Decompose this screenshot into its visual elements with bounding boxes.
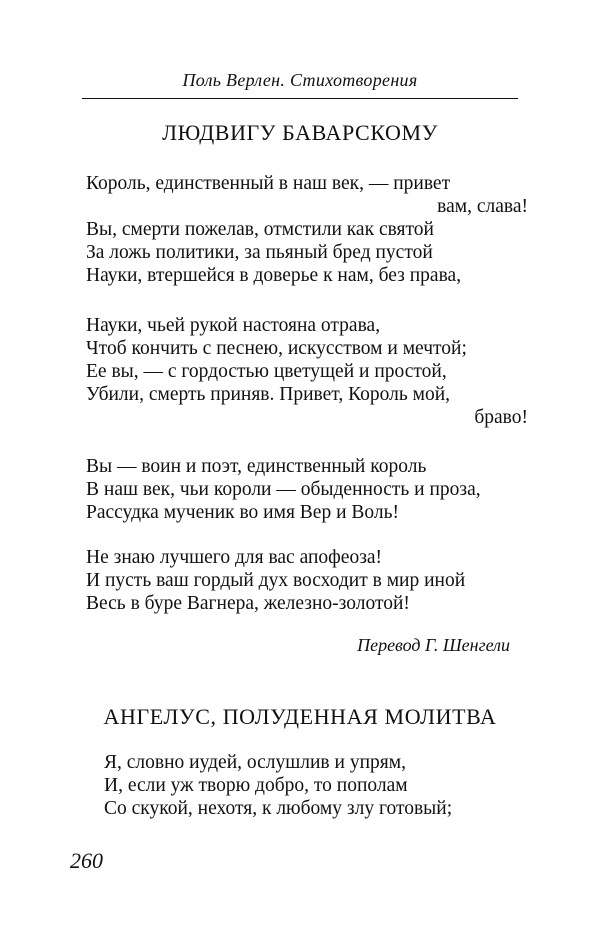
running-header: Поль Верлен. Стихотворения: [182, 70, 418, 90]
poem-title: ЛЮДВИГУ БАВАРСКОМУ: [162, 120, 438, 145]
poem-line: браво!: [474, 407, 528, 428]
page-number: 260: [70, 848, 103, 873]
poem-line: вам, слава!: [437, 196, 528, 217]
poem-line: И, если уж творю добро, то пополам: [104, 775, 408, 796]
poem-line: Король, единственный в наш век, — привет: [86, 173, 451, 194]
poem-line: Я, словно иудей, ослушлив и упрям,: [104, 752, 406, 773]
poem-line: В наш век, чьи короли — обыденность и проза,: [86, 479, 481, 500]
poem-line: И пусть ваш гордый дух восходит в мир иной: [86, 570, 466, 591]
poem-line: За ложь политики, за пьяный бред пустой: [86, 242, 433, 263]
poem-title: АНГЕЛУС, ПОЛУДЕННАЯ МОЛИТВА: [103, 704, 497, 729]
poem-line: Науки, чьей рукой настояна отрава,: [86, 315, 381, 336]
translator-credit: Перевод Г. Шенгели: [357, 635, 510, 655]
poem-line: Рассудка мученик во имя Вер и Воль!: [86, 502, 400, 523]
poem-line: Весь в буре Вагнера, железно-золотой!: [86, 593, 410, 614]
header-rule: [82, 98, 518, 99]
poem-line: Ее вы, — с гордостью цветущей и простой,: [86, 361, 447, 382]
poem-line: Науки, втершейся в доверье к нам, без права,: [86, 265, 462, 286]
poem-line: Убили, смерть приняв. Привет, Король мой,: [86, 384, 451, 405]
poem-line: Со скукой, нехотя, к любому злу готовый;: [104, 798, 453, 819]
poem-line: Чтоб кончить с песнею, искусством и мечтой;: [86, 338, 467, 359]
poem-line: Не знаю лучшего для вас апофеоза!: [86, 547, 383, 568]
poem-line: Вы, смерти пожелав, отмстили как святой: [86, 219, 434, 240]
poem-line: Вы — воин и поэт, единственный король: [86, 456, 427, 477]
